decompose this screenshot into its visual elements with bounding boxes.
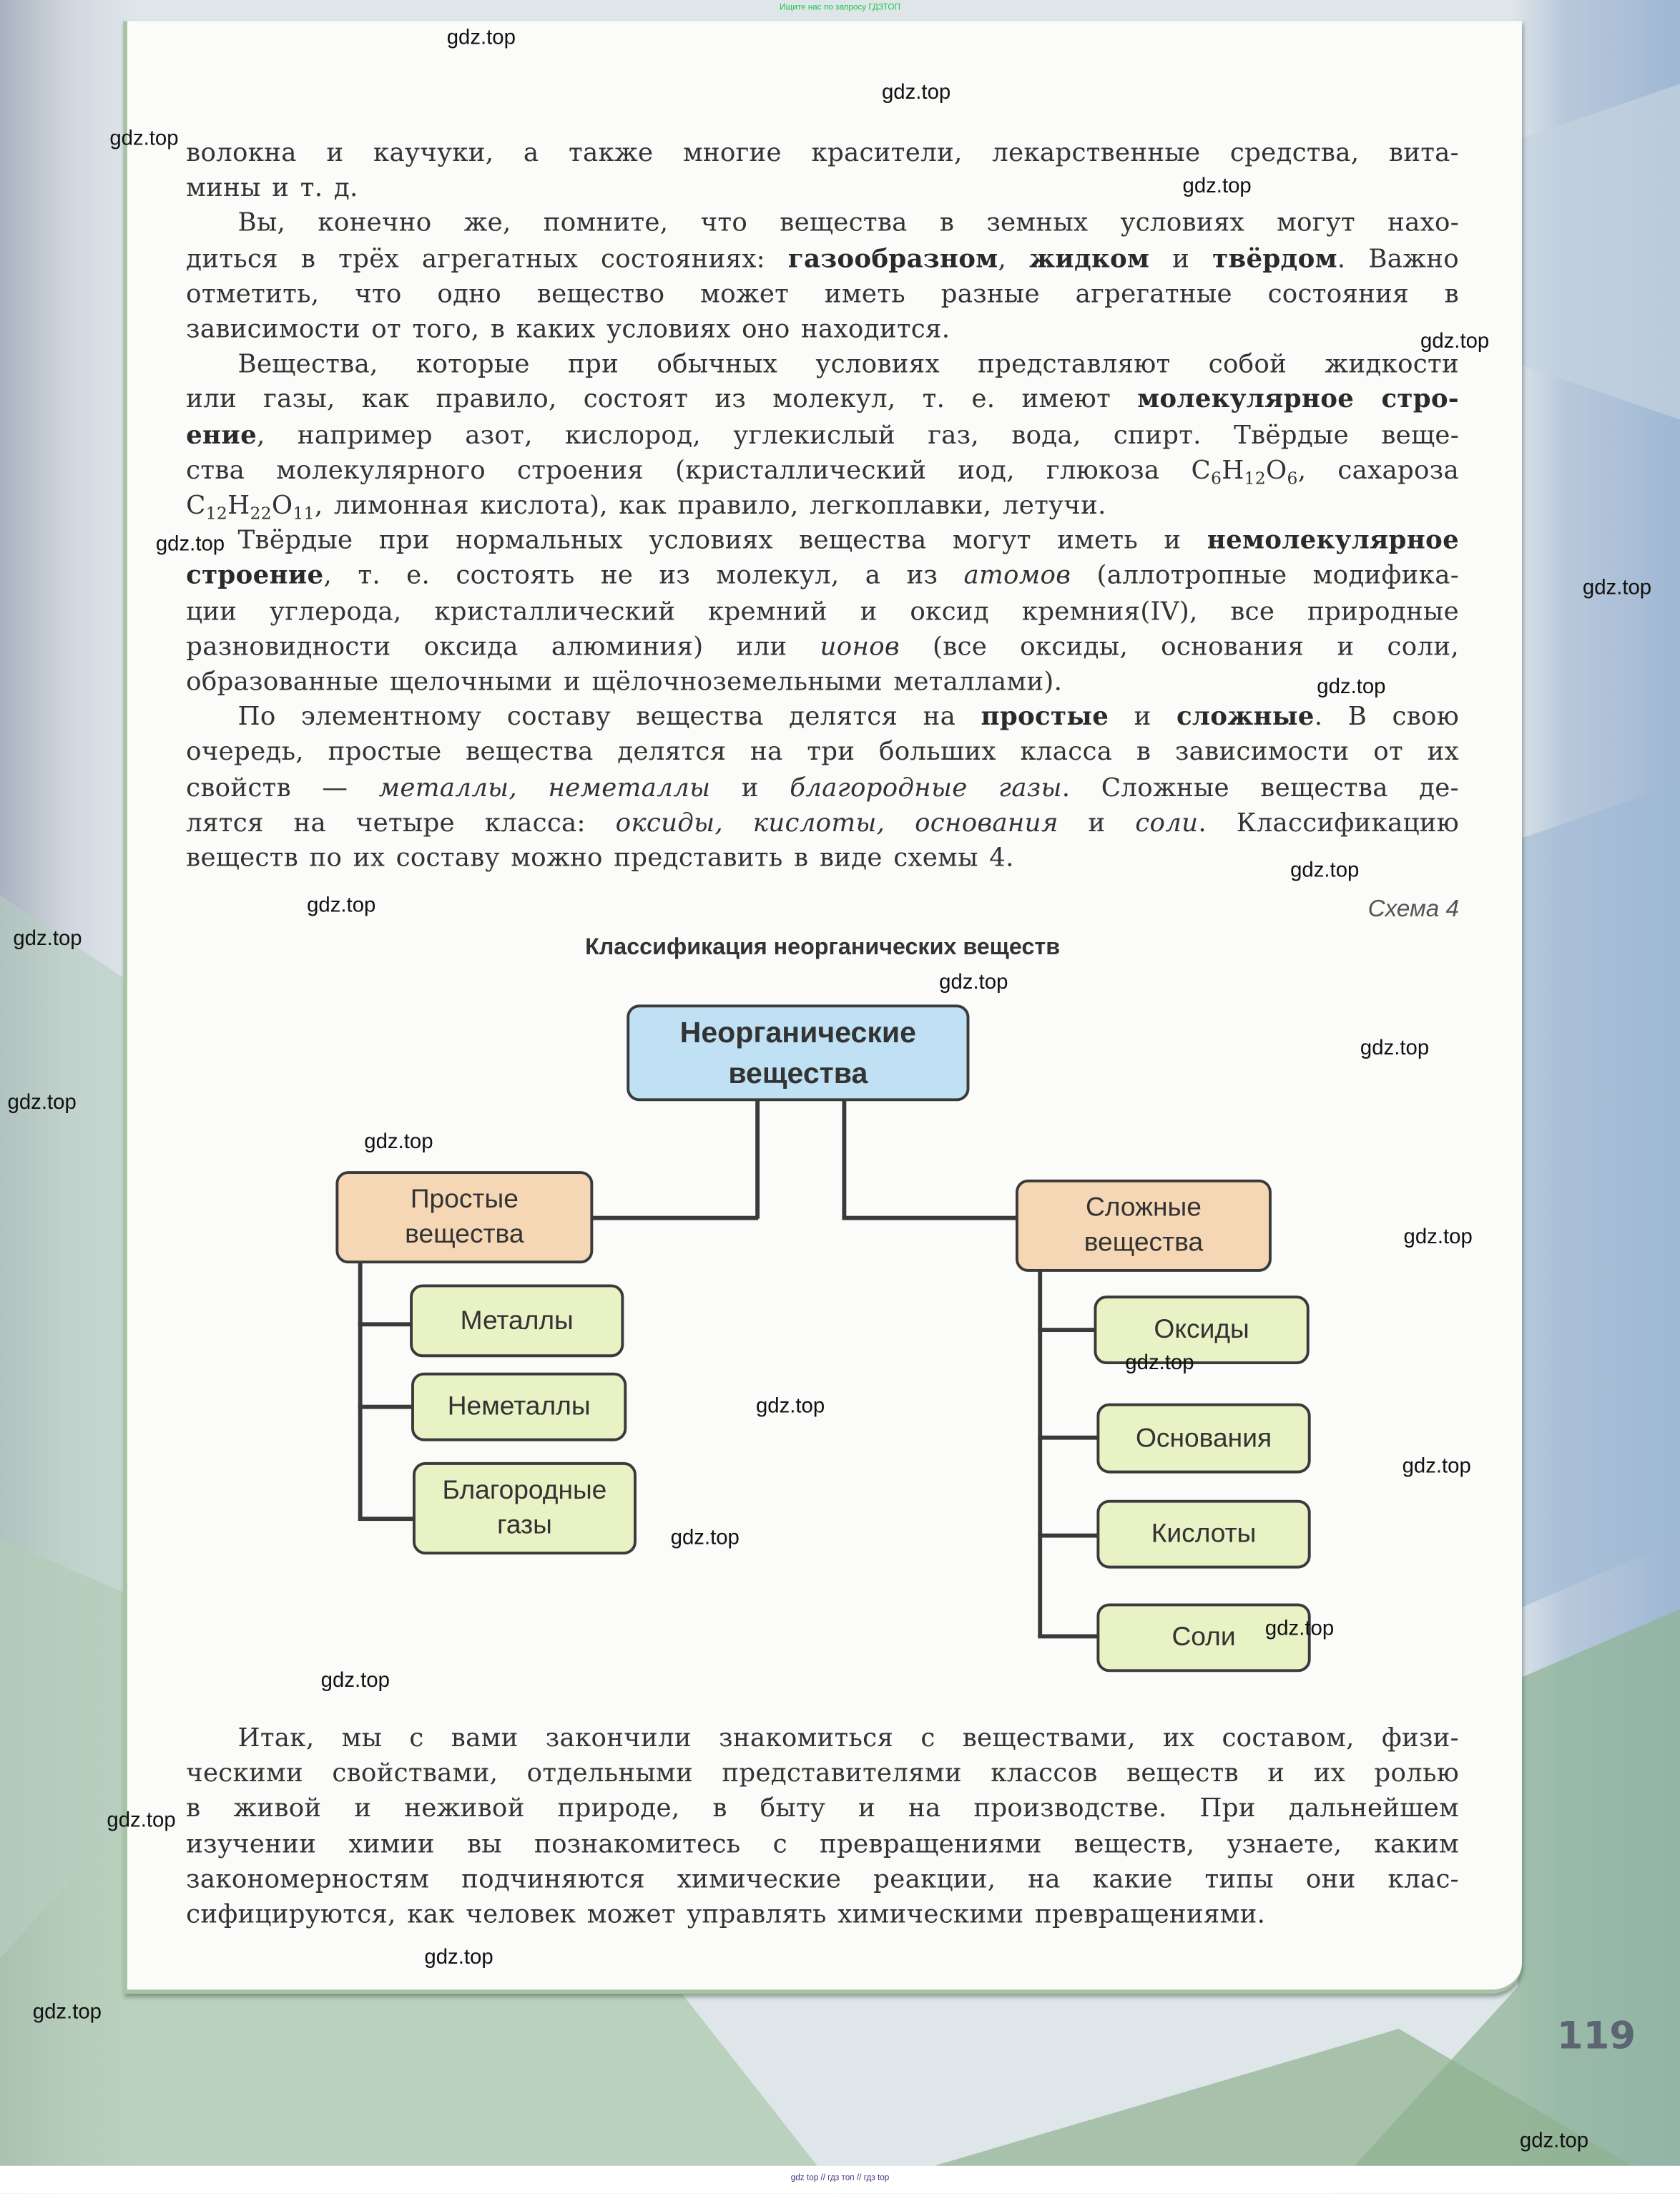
- text-segment: и: [710, 773, 790, 803]
- text-segment: сифицируются, как человек может управлять химическими превращениями.: [186, 1900, 1266, 1930]
- connector: [1038, 1270, 1041, 1637]
- text-segment: ческими свойствами, отдельными представителями классов веществ и их ролью: [186, 1758, 1460, 1789]
- node-label: Сложные: [1085, 1193, 1202, 1223]
- footer-note: gdz top // гдз топ // гдз top: [790, 2174, 890, 2183]
- text-segment: очередь, простые вещества делятся на три больших класса в зависимости от их: [186, 738, 1460, 768]
- italic-term: благородные газы: [790, 773, 1062, 803]
- node-nonmetals: Неметаллы: [411, 1373, 627, 1441]
- subscript: 12: [205, 504, 228, 524]
- watermark-text: gdz.top: [1290, 858, 1360, 883]
- connector: [755, 1100, 759, 1218]
- watermark-text: gdz.top: [32, 1999, 102, 2024]
- text-line: [186, 277, 1459, 312]
- italic-term: ионов: [820, 632, 900, 662]
- watermark-text: gdz.top: [881, 80, 951, 104]
- node-salts: Соли: [1096, 1603, 1310, 1672]
- watermark-text: gdz.top: [155, 532, 225, 557]
- node-metals: Металлы: [410, 1285, 624, 1358]
- connector: [358, 1405, 411, 1409]
- text-segment: и: [1109, 702, 1177, 733]
- bold-term: ение: [186, 420, 257, 451]
- text-line: [186, 559, 1459, 594]
- text-segment: . В свою: [1314, 702, 1460, 733]
- watermark-text: gdz.top: [755, 1394, 825, 1419]
- text-segment: ,: [998, 244, 1030, 274]
- text-segment: , сахароза: [1297, 456, 1459, 486]
- node-inorganic-substances: [627, 1004, 969, 1101]
- watermark-text: gdz.top: [1182, 174, 1252, 198]
- text-segment: зависимости от того, в каких условиях оно находится.: [186, 315, 950, 345]
- text-segment: , лимонная кислота), как правило, легкоплавки, летучи.: [314, 491, 1106, 521]
- node-label: вещества: [728, 1057, 868, 1089]
- text-line: [186, 841, 1459, 876]
- bold-term: простые: [981, 702, 1109, 733]
- text-segment: или газы, как правило, состоят из молекул, т. е. имеют: [186, 385, 1138, 415]
- text-segment: O: [1266, 456, 1287, 486]
- text-segment: волокна и каучуки, а также многие красители, лекарственные средства, вита-: [186, 138, 1460, 168]
- watermark-text: gdz.top: [1125, 1351, 1194, 1375]
- scheme-label: Схема 4: [1367, 895, 1460, 922]
- watermark-text: gdz.top: [424, 1945, 493, 1969]
- connector: [358, 1517, 414, 1520]
- connector: [842, 1216, 1016, 1220]
- text-segment: мины и т. д.: [186, 173, 358, 203]
- text-line: [186, 700, 1459, 735]
- subscript: 11: [293, 504, 315, 524]
- connector: [358, 1322, 411, 1326]
- text-segment: и: [1058, 808, 1136, 838]
- text-line: [186, 770, 1459, 805]
- italic-term: атомов: [963, 562, 1071, 592]
- text-segment: свойств —: [186, 773, 379, 803]
- text-line: [186, 453, 1459, 488]
- watermark-text: gdz.top: [107, 1808, 176, 1833]
- connector: [591, 1216, 758, 1220]
- watermark-text: gdz.top: [307, 893, 376, 918]
- text-line: [186, 735, 1459, 770]
- bold-term: строение: [186, 562, 324, 592]
- text-segment: H: [1222, 456, 1244, 486]
- text-line: [186, 594, 1459, 629]
- watermark-text: gdz.top: [670, 1525, 740, 1550]
- subscript: 22: [250, 504, 272, 524]
- subscript: 12: [1244, 468, 1267, 489]
- text-segment: (аллотропные модифика-: [1071, 562, 1460, 592]
- text-line: [186, 1721, 1459, 1756]
- italic-term: оксиды, кислоты, основания: [615, 808, 1058, 838]
- text-line: [186, 206, 1459, 241]
- watermark-text: gdz.top: [1360, 1036, 1430, 1060]
- bold-term: сложные: [1176, 702, 1315, 733]
- text-segment: разновидности оксида алюминия) или: [186, 632, 820, 662]
- watermark-text: gdz.top: [1420, 329, 1490, 353]
- text-line: [186, 418, 1459, 453]
- connector: [1038, 1634, 1098, 1637]
- watermark-text: gdz.top: [1403, 1225, 1473, 1249]
- text-segment: ции углерода, кристаллический кремний и оксид кремния(IV), все природные: [186, 597, 1460, 627]
- page-number: 119: [1556, 2014, 1636, 2059]
- text-line: [186, 1791, 1459, 1826]
- text-line: [186, 1862, 1459, 1897]
- text-segment: Твёрдые при нормальных условиях вещества могут иметь и: [237, 526, 1207, 556]
- text-segment: изучении химии вы познакомитесь с превращениями веществ, узнаете, каким: [186, 1829, 1460, 1859]
- bold-term: немолекулярное: [1207, 526, 1460, 556]
- text-segment: образованные щелочными и щёлочноземельными металлами).: [186, 667, 1063, 697]
- italic-term: соли: [1135, 808, 1199, 838]
- connector: [358, 1262, 362, 1519]
- node-label: Неорганические: [679, 1016, 917, 1049]
- watermark-text: gdz.top: [7, 1090, 77, 1115]
- connector: [1038, 1436, 1098, 1439]
- text-segment: , т. е. состоять не из молекул, а из: [323, 562, 964, 592]
- watermark-text: gdz.top: [109, 127, 179, 151]
- text-line: [186, 805, 1459, 841]
- text-segment: в живой и неживой природе, в быту и на производстве. При дальнейшем: [186, 1794, 1460, 1824]
- connector: [1038, 1328, 1095, 1331]
- node-bases: Основания: [1096, 1404, 1310, 1474]
- text-segment: . Классификацию: [1198, 808, 1460, 838]
- watermark-text: gdz.top: [364, 1130, 433, 1154]
- watermark-text: gdz.top: [1582, 575, 1652, 600]
- text-segment: O: [271, 491, 293, 521]
- watermark-text: gdz.top: [320, 1668, 390, 1693]
- text-segment: C: [186, 491, 206, 521]
- node-complex-substances: [1016, 1180, 1272, 1272]
- watermark-text: gdz.top: [1402, 1454, 1471, 1479]
- text-segment: По элементному составу вещества делятся на: [237, 702, 981, 733]
- connector: [842, 1100, 845, 1218]
- text-line: [186, 1756, 1459, 1791]
- text-segment: (все оксиды, основания и соли,: [899, 632, 1460, 662]
- node-label: Простые: [410, 1185, 519, 1215]
- bold-term: твёрдом: [1212, 244, 1337, 274]
- text-segment: H: [227, 491, 250, 521]
- search-hint-banner: Ищите нас по запросу ГДЗТОП: [780, 4, 900, 13]
- text-line: [186, 383, 1459, 418]
- text-segment: Вы, конечно же, помните, что вещества в земных условиях могут нахо-: [237, 209, 1460, 239]
- node-label: Благородные газы: [442, 1476, 607, 1541]
- text-segment: лятся на четыре класса:: [186, 808, 616, 838]
- node-label: вещества: [405, 1220, 524, 1250]
- node-oxides: Оксиды: [1094, 1296, 1310, 1364]
- text-segment: , например азот, кислород, углекислый газ, вода, спирт. Твёрдые веще-: [256, 420, 1460, 451]
- watermark-text: gdz.top: [1264, 1617, 1335, 1641]
- text-line: [186, 524, 1459, 559]
- text-line: [186, 1897, 1459, 1932]
- text-line: [186, 136, 1459, 171]
- text-segment: Вещества, которые при обычных условиях представляют собой жидкости: [237, 350, 1460, 380]
- node-label: вещества: [1084, 1228, 1204, 1258]
- text-line: [186, 1827, 1459, 1862]
- text-line: [186, 489, 1459, 524]
- connector: [1038, 1534, 1098, 1537]
- text-line: [186, 312, 1459, 347]
- text-segment: и: [1149, 244, 1213, 274]
- node-simple-substances: [335, 1171, 593, 1263]
- node-noble-gases: [413, 1462, 637, 1554]
- text-segment: ства молекулярного строения (кристаллический иод, глюкоза C: [186, 456, 1211, 486]
- node-acids: Кислоты: [1096, 1500, 1310, 1569]
- text-segment: . Важно: [1337, 244, 1460, 274]
- italic-term: металлы, неметаллы: [378, 773, 711, 803]
- scheme-title: Классификация неорганических веществ: [585, 934, 1061, 960]
- text-segment: Итак, мы с вами закончили знакомиться с веществами, их составом, физи-: [237, 1723, 1460, 1753]
- text-line: [186, 630, 1459, 665]
- text-segment: отметить, что одно вещество может иметь разные агрегатные состояния в: [186, 279, 1460, 309]
- watermark-text: gdz.top: [13, 926, 82, 951]
- text-line: [186, 171, 1459, 206]
- text-line: [186, 347, 1459, 382]
- watermark-text: gdz.top: [1519, 2128, 1589, 2153]
- watermark-text: gdz.top: [939, 970, 1008, 994]
- bold-term: молекулярное стро-: [1137, 385, 1460, 415]
- subscript: 6: [1210, 468, 1222, 489]
- watermark-text: gdz.top: [1317, 675, 1386, 699]
- bold-term: жидком: [1029, 244, 1150, 274]
- text-line: [186, 665, 1459, 700]
- text-segment: диться в трёх агрегатных состояниях:: [186, 244, 788, 274]
- text-line: [186, 242, 1459, 277]
- bold-term: газообразном: [787, 244, 998, 274]
- watermark-text: gdz.top: [446, 26, 516, 50]
- subscript: 6: [1287, 468, 1298, 489]
- text-segment: веществ по их составу можно представить в виде схемы 4.: [186, 843, 1014, 873]
- text-segment: . Сложные вещества де-: [1061, 773, 1459, 803]
- text-segment: закономерностям подчиняются химические реакции, на какие типы они клас-: [186, 1864, 1460, 1894]
